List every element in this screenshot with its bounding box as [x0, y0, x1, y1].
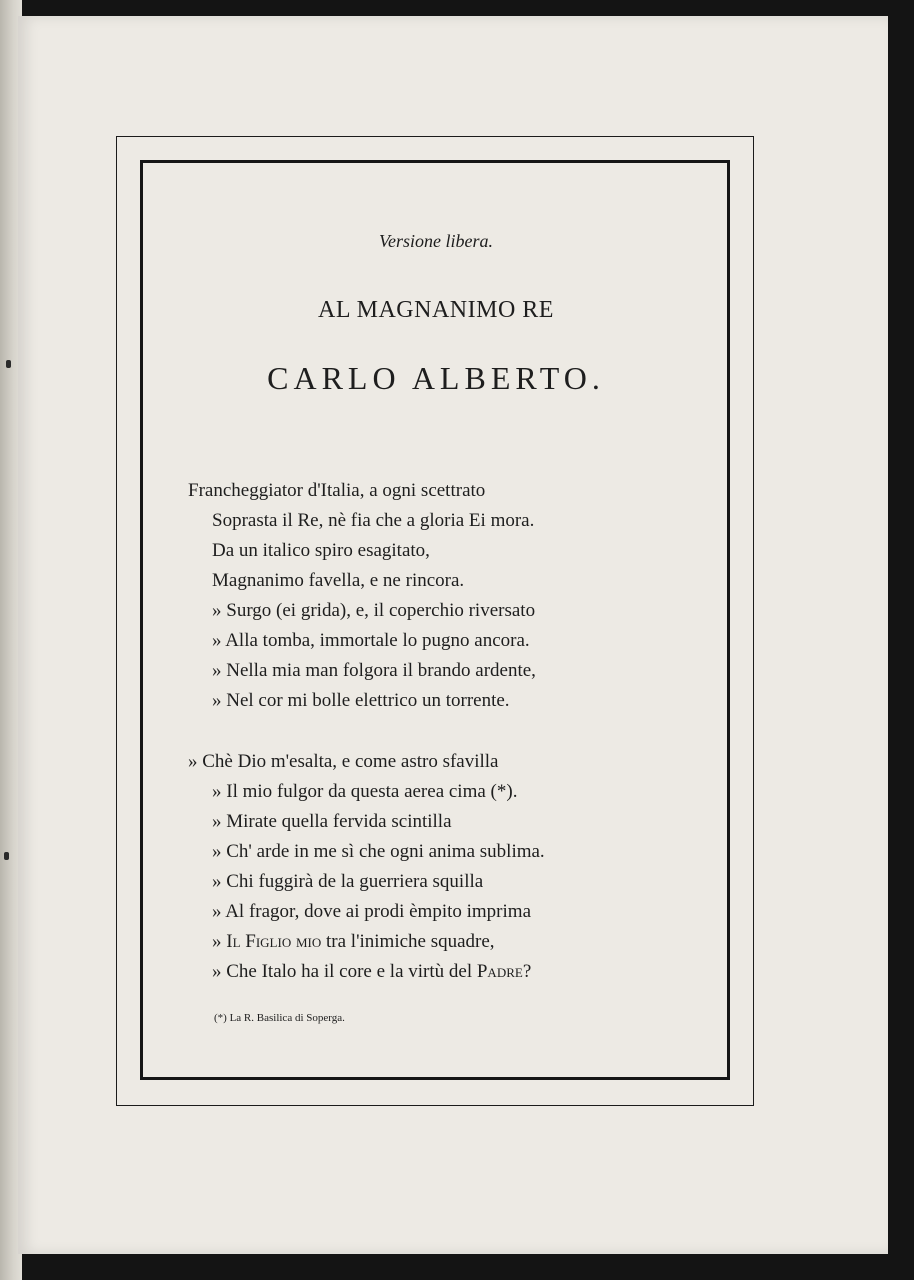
verse-line [212, 960, 531, 984]
verse-line: Da un italico spiro esagitato, [212, 540, 430, 561]
verse-prefix: » Che Italo ha il core e la virtù del [212, 961, 477, 982]
verse-line: » Nella mia man folgora il brando ardente, [212, 660, 536, 681]
verse-line: » Ch' arde in me sì che ogni anima sublima. [212, 841, 545, 862]
small-caps-word: Padre [476, 961, 523, 982]
verse-line [212, 930, 495, 954]
verse-line: Soprasta il Re, nè fia che a gloria Ei mora. [212, 510, 535, 531]
dedication-heading: AL MAGNANIMO RE [318, 297, 554, 323]
verse-line: » Il mio fulgor da questa aerea cima (*). [212, 781, 518, 802]
verse-line: » Nel cor mi bolle elettrico un torrente. [212, 690, 510, 711]
verse-line: Magnanimo favella, e ne rincora. [212, 570, 465, 591]
binding-mark [6, 360, 11, 368]
verse-line: » Al fragor, dove ai prodi èmpito imprima [212, 901, 532, 922]
small-caps-phrase: Il Figlio mio [226, 931, 322, 952]
verse-line: » Surgo (ei grida), e, il coperchio riversato [212, 600, 536, 621]
verse-line: » Alla tomba, immortale lo pugno ancora. [212, 630, 530, 651]
footnote: (*) La R. Basilica di Soperga. [214, 1012, 345, 1024]
verse-line: » Chi fuggirà de la guerriera squilla [212, 871, 484, 892]
verse-prefix: » [212, 931, 227, 952]
verse-line: Francheggiator d'Italia, a ogni scettrato [188, 480, 486, 501]
verse-line: » Mirate quella fervida scintilla [212, 811, 452, 832]
verse-rest: ? [522, 961, 532, 982]
king-name-heading: CARLO ALBERTO. [267, 360, 605, 396]
verse-rest: tra l'inimiche squadre, [321, 931, 495, 952]
binding-mark [4, 852, 9, 860]
subtitle: Versione libera. [379, 231, 493, 251]
verse-line: » Chè Dio m'esalta, e come astro sfavilla [188, 751, 499, 772]
